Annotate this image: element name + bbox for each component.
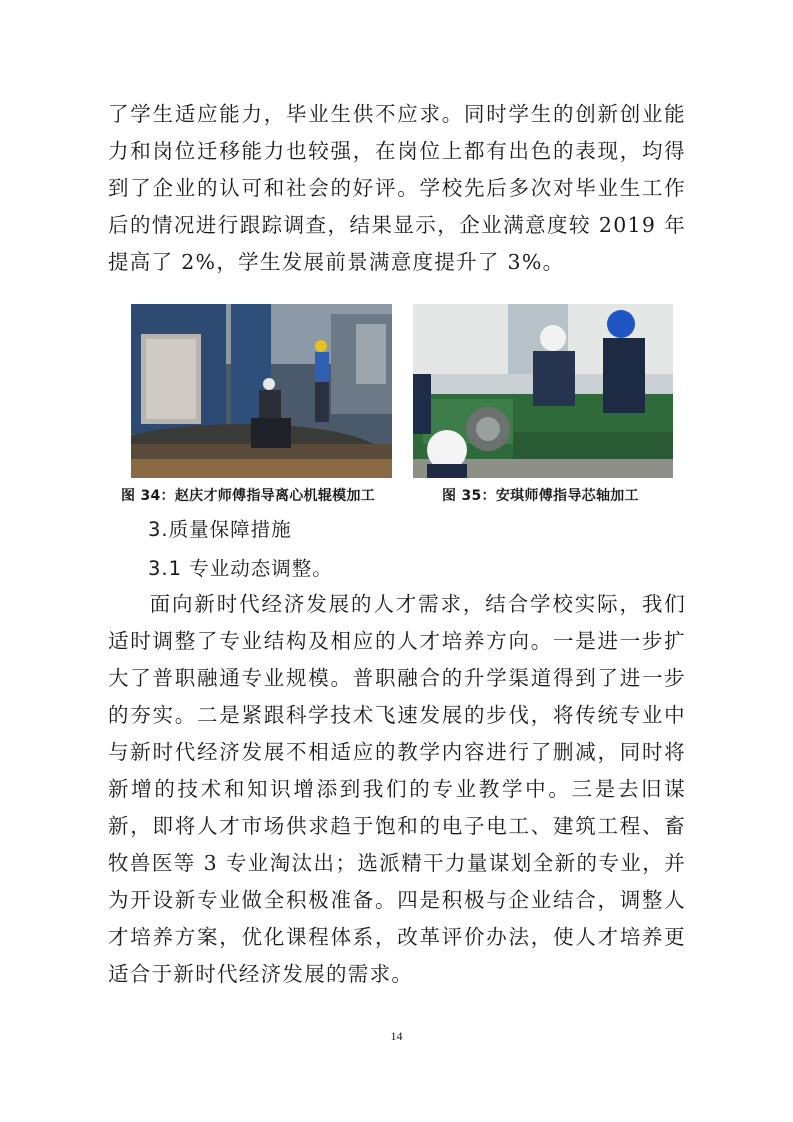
figure-35-caption: 图 35：安琪师傅指导芯轴加工 xyxy=(442,488,639,504)
section-heading: 3.质量保障措施 xyxy=(148,518,292,541)
page-number: 14 xyxy=(390,1029,403,1043)
body-paragraph-text: 面向新时代经济发展的人才需求，结合学校实际，我们适时调整了专业结构及相应的人才培养方向。一是进一步扩大了普职融通专业规模。普职融合的升学渠道得到了进一步的夯实。二是紧跟科学技术飞速发展的步伐，将传统专业中与新时代经济发展不相适应的教学内容进行了删减，同时将新增的技术和知识增添到我们的专业教学中。三是去旧谋新，即将人才市场供求趋于饱和的电子电工、建筑工程、畜牧兽医等 3 专业淘汰出；选派精干力量谋划全新的专业，并为开设新专业做全积极准备。四是积极与企业结合，调整人才培养方案，优化课程体系，改革评价办法，使人才培养更适合于新时代经济发展的需求。 xyxy=(108,592,686,986)
intro-paragraph: 了学生适应能力，毕业生供不应求。同时学生的创新创业能力和岗位迁移能力也较强，在岗位上都有出色的表现，均得到了企业的认可和社会的好评。学校先后多次对毕业生工作后的情况进行跟踪调查，结果显示，企业满意度较 2019 年提高了 2%，学生发展前景满意度提升了 3%。 xyxy=(108,102,686,274)
figure-34-photo xyxy=(131,304,392,478)
body-paragraph xyxy=(108,586,686,993)
figure-34-caption: 图 34：赵庆才师傅指导离心机辊模加工 xyxy=(121,488,376,504)
figure-35-photo xyxy=(413,304,673,478)
subsection-heading: 3.1 专业动态调整。 xyxy=(148,557,333,580)
